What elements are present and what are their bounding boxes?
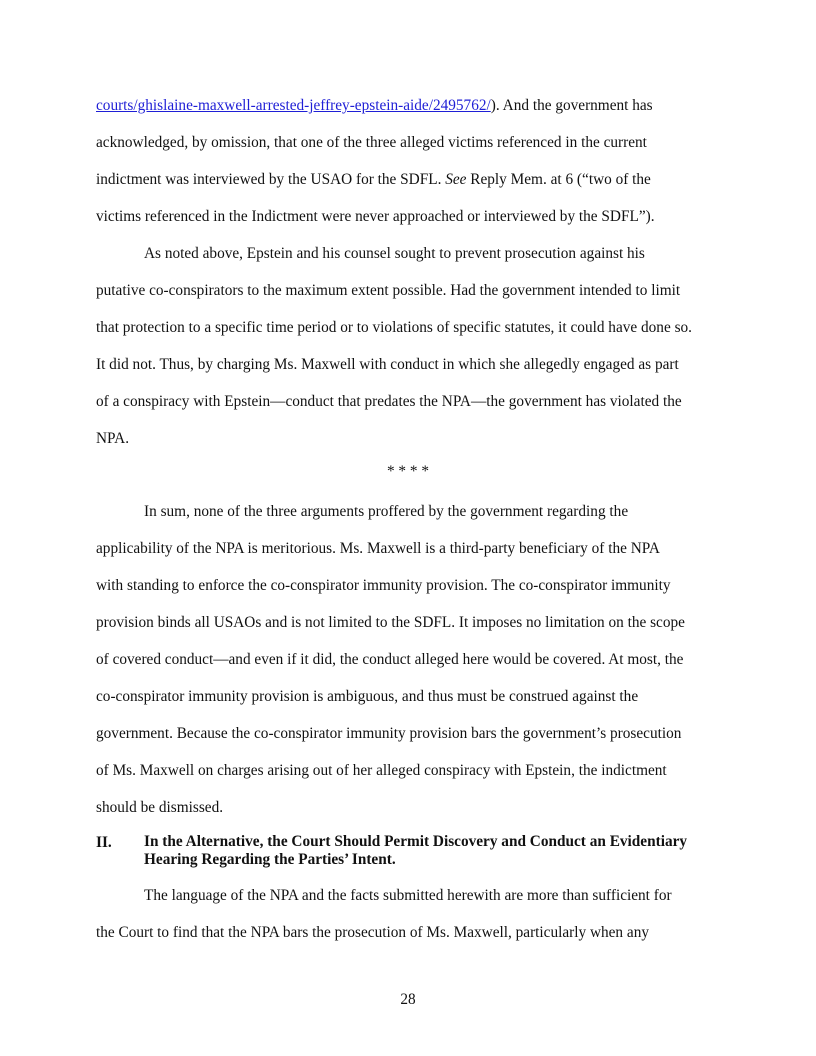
source-link[interactable]: courts/ghislaine-maxwell-arrested-jeffrey-epstein-aide/2495762/ <box>96 97 491 114</box>
text-line <box>96 96 724 115</box>
section-heading-line: Hearing Regarding the Parties’ Intent. <box>144 850 396 868</box>
paragraph-line: putative co-conspirators to the maximum extent possible. Had the government intended to limit <box>96 282 681 299</box>
paragraph-line: As noted above, Epstein and his counsel sought to prevent prosecution against his <box>144 245 645 262</box>
text-line: victims referenced in the Indictment were never approached or interviewed by the SDFL”). <box>96 208 655 225</box>
paragraph-line: It did not. Thus, by charging Ms. Maxwell with conduct in which she allegedly engaged as part <box>96 356 679 373</box>
section-heading <box>144 833 734 868</box>
text-line <box>96 170 724 189</box>
text-span: ). And the government has <box>490 97 653 114</box>
paragraph-line: NPA. <box>96 430 130 447</box>
paragraph-line: The language of the NPA and the facts submitted herewith are more than sufficient for <box>144 887 672 904</box>
paragraph-line: of a conspiracy with Epstein—conduct that predates the NPA—the government has violated the <box>96 393 682 410</box>
text-span: indictment was interviewed by the USAO for the SDFL. <box>96 171 446 188</box>
paragraph-line: of covered conduct—and even if it did, the conduct alleged here would be covered. At most, the <box>96 651 684 668</box>
paragraph-line: co-conspirator immunity provision is ambiguous, and thus must be construed against the <box>96 688 639 705</box>
text-span: Reply Mem. at 6 (“two of the <box>466 171 651 188</box>
signal-see: See <box>445 171 467 188</box>
paragraph-line: government. Because the co-conspirator immunity provision bars the government’s prosecution <box>96 725 682 742</box>
paragraph-line: that protection to a specific time period or to violations of specific statutes, it could have done so. <box>96 319 692 336</box>
paragraph-line: the Court to find that the NPA bars the prosecution of Ms. Maxwell, particularly when any <box>96 924 649 941</box>
text-line: acknowledged, by omission, that one of the three alleged victims referenced in the current <box>96 134 647 151</box>
page-number: 28 <box>400 991 416 1008</box>
paragraph-line: of Ms. Maxwell on charges arising out of her alleged conspiracy with Epstein, the indictment <box>96 762 667 779</box>
paragraph-line: applicability of the NPA is meritorious. Ms. Maxwell is a third-party beneficiary of the NPA <box>96 540 660 557</box>
section-heading-number: II. <box>96 834 112 851</box>
paragraph-line: In sum, none of the three arguments proffered by the government regarding the <box>144 503 629 520</box>
paragraph-line: with standing to enforce the co-conspirator immunity provision. The co-conspirator immunity <box>96 577 671 594</box>
paragraph-line: provision binds all USAOs and is not limited to the SDFL. It imposes no limitation on the scope <box>96 614 685 631</box>
section-heading-line: In the Alternative, the Court Should Permit Discovery and Conduct an Evidentiary <box>144 833 688 850</box>
section-separator: * * * * <box>386 463 430 480</box>
paragraph-line: should be dismissed. <box>96 799 224 816</box>
